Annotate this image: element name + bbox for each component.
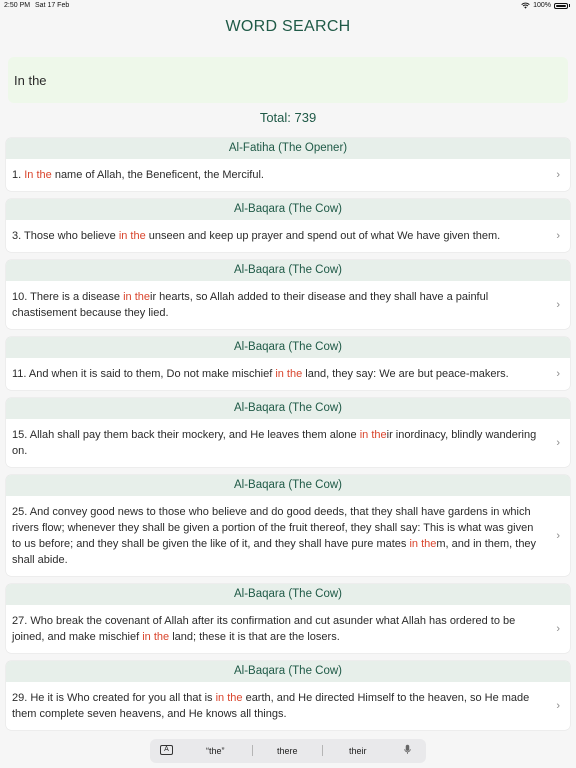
- result-card[interactable]: [6, 337, 570, 390]
- surah-header: Al-Baqara (The Cow): [6, 337, 570, 358]
- verse-text-segment: ir hearts, so Allah added to their disease and they shall have a painful chastisement because they lied.: [12, 291, 489, 319]
- result-card[interactable]: [6, 661, 570, 730]
- wifi-icon: [521, 2, 530, 9]
- surah-header: Al-Fatiha (The Opener): [6, 138, 570, 159]
- verse-text: [12, 613, 542, 645]
- surah-header: Al-Baqara (The Cow): [6, 475, 570, 496]
- suggestion-2[interactable]: there: [277, 746, 298, 756]
- verse-row[interactable]: [6, 419, 570, 467]
- battery-percent: 100%: [533, 2, 551, 9]
- match-highlight: in the: [142, 631, 170, 643]
- verse-text-segment: 3. Those who believe: [12, 230, 119, 242]
- verse-text-segment: land; these it is that are the losers.: [169, 631, 340, 643]
- match-highlight: in the: [123, 291, 151, 303]
- verse-text-segment: 11. And when it is said to them, Do not make mischief: [12, 368, 276, 380]
- results-total: Total: 739: [259, 110, 317, 125]
- verse-row[interactable]: [6, 682, 570, 730]
- chevron-right-icon: ›: [556, 530, 560, 542]
- status-date: Sat 17 Feb: [35, 2, 70, 9]
- keyboard-suggestion-bar: [150, 739, 426, 763]
- suggestion-divider: [322, 745, 323, 756]
- verse-row[interactable]: [6, 220, 570, 252]
- result-card[interactable]: [6, 260, 570, 329]
- verse-text: [12, 366, 542, 382]
- chevron-right-icon: ›: [556, 230, 560, 242]
- verse-text-segment: 25. And convey good news to those who believe and do good deeds, that they shall have gardens in which rivers flow; whenever they shall be given a portion of the fruit thereof, they shall say: This is what was given to us before; and they shall be given the like of it, and they shall have pure mates: [12, 506, 534, 550]
- chevron-right-icon: ›: [556, 368, 560, 380]
- verse-text: [12, 228, 542, 244]
- battery-tip: [569, 4, 570, 7]
- verse-text-segment: ir inordinacy, blindly wandering on.: [12, 429, 537, 457]
- verse-row[interactable]: [6, 358, 570, 390]
- verse-text: [12, 167, 542, 183]
- match-highlight: in the: [275, 368, 303, 380]
- chevron-right-icon: ›: [556, 299, 560, 311]
- suggestion-1[interactable]: “the”: [206, 746, 225, 756]
- verse-text-segment: 27. Who break the covenant of Allah after its confirmation and cut asunder what Allah has ordered to be joined, and make mischief: [12, 615, 516, 643]
- verse-text-segment: 1.: [12, 169, 25, 181]
- verse-text-segment: earth, and He directed Himself to the heaven, so He made them complete seven heavens, and He knows all things.: [12, 692, 530, 720]
- surah-header: Al-Baqara (The Cow): [6, 199, 570, 220]
- status-right: [521, 2, 570, 9]
- verse-text-segment: name of Allah, the Beneficent, the Merciful.: [51, 169, 264, 181]
- status-time: 2:50 PM: [4, 2, 31, 9]
- verse-text-segment: 15. Allah shall pay them back their mockery, and He leaves them alone: [12, 429, 360, 441]
- surah-header: Al-Baqara (The Cow): [6, 260, 570, 281]
- battery-icon: [554, 3, 568, 9]
- verse-text-segment: 10. There is a disease: [12, 291, 124, 303]
- result-card[interactable]: [6, 199, 570, 252]
- chevron-right-icon: ›: [556, 700, 560, 712]
- result-card[interactable]: [6, 584, 570, 653]
- match-highlight: In the: [24, 169, 52, 181]
- microphone-icon[interactable]: [404, 744, 411, 755]
- match-highlight: in the: [409, 538, 437, 550]
- results-list: [6, 138, 570, 738]
- verse-text: [12, 504, 542, 568]
- verse-text: [12, 690, 542, 722]
- match-highlight: in the: [215, 692, 243, 704]
- page-title: WORD SEARCH: [225, 18, 351, 35]
- verse-row[interactable]: [6, 496, 570, 576]
- chevron-right-icon: ›: [556, 437, 560, 449]
- suggestion-3[interactable]: their: [349, 746, 367, 756]
- surah-header: Al-Baqara (The Cow): [6, 584, 570, 605]
- result-card[interactable]: [6, 475, 570, 576]
- verse-text-segment: m, and in them, they shall abide.: [12, 538, 537, 566]
- verse-text-segment: land, they say: We are but peace-makers.: [302, 368, 509, 380]
- surah-header: Al-Baqara (The Cow): [6, 661, 570, 682]
- verse-row[interactable]: [6, 159, 570, 191]
- verse-row[interactable]: [6, 281, 570, 329]
- verse-text: [12, 289, 542, 321]
- surah-header: Al-Baqara (The Cow): [6, 398, 570, 419]
- verse-text-segment: unseen and keep up prayer and spend out of what We have given them.: [145, 230, 501, 242]
- search-input[interactable]: In the: [8, 57, 568, 103]
- result-card[interactable]: [6, 138, 570, 191]
- result-card[interactable]: [6, 398, 570, 467]
- match-highlight: in the: [118, 230, 146, 242]
- match-highlight: in the: [359, 429, 387, 441]
- verse-text-segment: 29. He it is Who created for you all that is: [12, 692, 216, 704]
- suggestion-divider: [252, 745, 253, 756]
- chevron-right-icon: ›: [556, 623, 560, 635]
- keyboard-toggle-key[interactable]: A: [160, 745, 173, 755]
- verse-row[interactable]: [6, 605, 570, 653]
- chevron-right-icon: ›: [556, 169, 560, 181]
- verse-text: [12, 427, 542, 459]
- status-bar: [0, 0, 576, 12]
